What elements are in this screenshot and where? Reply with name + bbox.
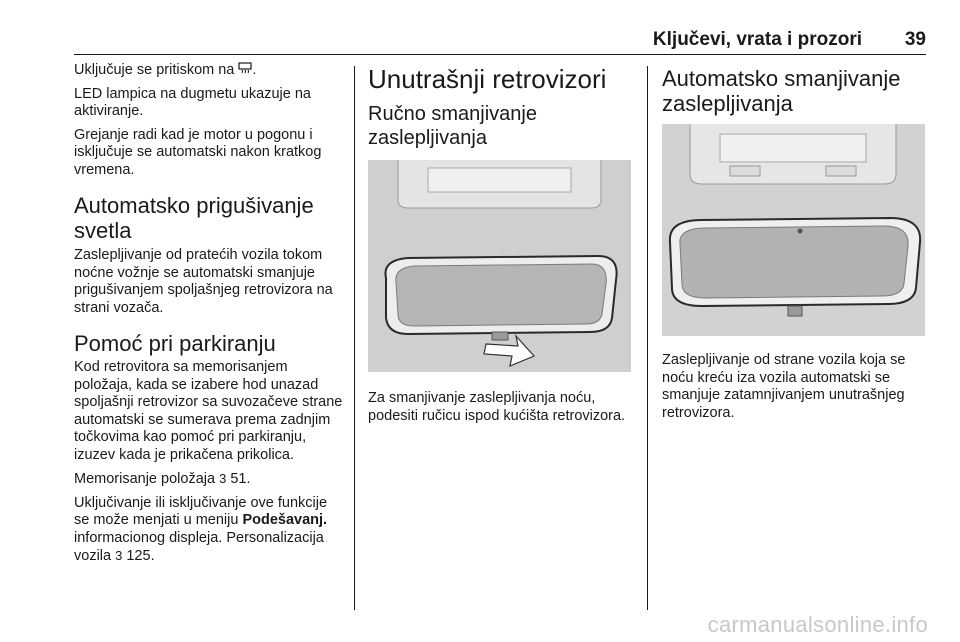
paragraph-settings-menu: Uključivanje ili isključivanje ove funkcije se može menjati u meniju Podešavanj. informacionog displeja. Personalizacija vozila 3 125. <box>74 494 328 564</box>
paragraph-heated-button: Uključuje se pritiskom na . <box>74 62 257 78</box>
column-2 <box>368 62 634 431</box>
column-1 <box>74 62 344 572</box>
auto-mirror-illustration <box>662 124 925 336</box>
watermark: carmanualsonline.info <box>707 612 928 637</box>
page-reference-icon: 3 <box>219 471 227 486</box>
heading-parking-assist: Pomoć pri parkiranju <box>74 331 276 356</box>
column-divider-2 <box>647 66 648 610</box>
menu-name: Podešavanj. <box>242 512 328 528</box>
heated-mirror-icon <box>238 62 252 75</box>
header-rule <box>74 54 926 55</box>
column-divider-1 <box>354 66 355 610</box>
heading-auto-dimming: Automatsko prigušivanje svetla <box>74 193 314 243</box>
paragraph-parking-assist: Kod retrovitora sa memorisanjem položaja, kada se izabere hod unazad spoljašnji retrovizor sa suvozačeve strane automatski se sumerava prema zadnjim točkovima kao pomoć pri parkiranju, izuzev kada je prikačena prikolica. <box>74 359 343 463</box>
paragraph-manual-antiglare: Za smanjivanje zaslepljivanja noću, podesiti ručicu ispod kućišta retrovizora. <box>368 390 626 424</box>
page-number: 39 <box>904 29 926 50</box>
paragraph-memory-ref: Memorisanje položaja 3 51. <box>74 471 251 487</box>
heading-auto-antiglare: Automatsko smanjivanje zaslepljivanja <box>662 66 901 116</box>
page-reference-icon: 3 <box>115 548 123 563</box>
paragraph-auto-antiglare: Zaslepljivanje od strane vozila koja se noću kreću iza vozila automatski se smanjuje zatamnjivanjem unutrašnjeg retrovizora. <box>662 352 906 421</box>
auto-mirror-drawing <box>662 124 925 336</box>
manual-mirror-illustration <box>368 160 631 372</box>
paragraph-heating-auto-off: Grejanje radi kad je motor u pogonu i isključuje se automatski nakon kratkog vremena. <box>74 126 322 178</box>
heading-interior-mirrors: Unutrašnji retrovizori <box>368 64 607 94</box>
paragraph-led: LED lampica na dugmetu ukazuje na aktiviranje. <box>74 85 311 119</box>
paragraph-auto-dimming: Zaslepljivanje od pratećih vozila tokom noćne vožnje se automatski smanjuje prigušivanjem spoljašnjeg retrovizora na strani vozača. <box>74 247 333 316</box>
heading-manual-antiglare: Ručno smanjivanje zaslepljivanja <box>368 103 537 149</box>
page-header <box>74 26 926 54</box>
chapter-title: Ključevi, vrata i prozori <box>652 29 862 50</box>
column-3 <box>662 62 928 428</box>
manual-mirror-drawing <box>368 160 631 372</box>
